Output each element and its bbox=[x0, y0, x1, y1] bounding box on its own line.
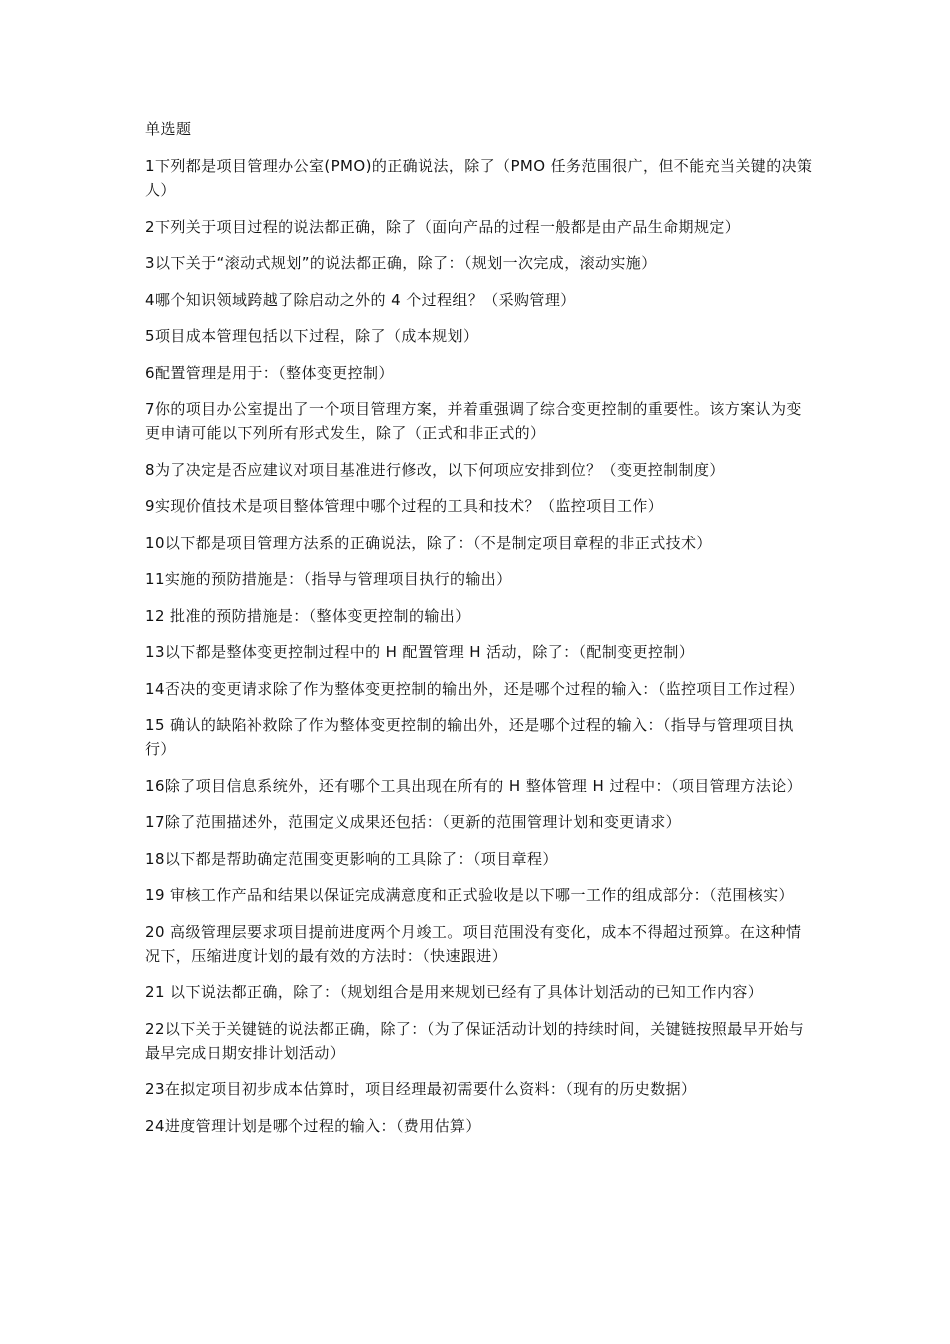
question-14: 14否决的变更请求除了作为整体变更控制的输出外，还是哪个过程的输入：（监控项目工作过程） bbox=[145, 679, 805, 698]
question-13: 13以下都是整体变更控制过程中的 H 配置管理 H 活动，除了：（配制变更控制） bbox=[145, 643, 695, 661]
question-24: 24进度管理计划是哪个过程的输入：（费用估算） bbox=[145, 1116, 481, 1135]
question-16: 16除了项目信息系统外，还有哪个工具出现在所有的 H 整体管理 H 过程中：（项目管理方法论） bbox=[145, 776, 803, 795]
question-11: 11实施的预防措施是：（指导与管理项目执行的输出） bbox=[145, 570, 512, 588]
question-1: 1下列都是项目管理办公室(PMO)的正确说法，除了（PMO 任务范围很广，但不能充当关键的决策人） bbox=[145, 157, 813, 199]
question-10: 10以下都是项目管理方法系的正确说法，除了：（不是制定项目章程的非正式技术） bbox=[145, 533, 712, 552]
question-7: 7你的项目办公室提出了一个项目管理方案，并着重强调了综合变更控制的重要性。该方案认为变更申请可能以下列所有形式发生，除了（正式和非正式的） bbox=[145, 400, 802, 442]
question-6: 6配置管理是用于：（整体变更控制） bbox=[145, 363, 394, 382]
question-8: 8为了决定是否应建议对项目基准进行修改，以下何项应安排到位？（变更控制制度） bbox=[145, 460, 725, 479]
question-4: 4哪个知识领域跨越了除启动之外的 4 个过程组？（采购管理） bbox=[145, 290, 576, 309]
question-19: 19 审核工作产品和结果以保证完成满意度和正式验收是以下哪一工作的组成部分：（范围核实） bbox=[145, 886, 794, 904]
document-body bbox=[145, 117, 815, 1150]
section-heading: 单选题 bbox=[145, 120, 192, 138]
question-15: 15 确认的缺陷补救除了作为整体变更控制的输出外，还是哪个过程的输入：（指导与管理项目执行） bbox=[145, 716, 794, 758]
question-2: 2下列关于项目过程的说法都正确，除了（面向产品的过程一般都是由产品生命期规定） bbox=[145, 217, 741, 236]
question-17: 17除了范围描述外，范围定义成果还包括：（更新的范围管理计划和变更请求） bbox=[145, 813, 681, 831]
question-3: 3以下关于“滚动式规划”的说法都正确，除了：（规划一次完成，滚动实施） bbox=[145, 254, 657, 272]
question-22: 22以下关于关键链的说法都正确，除了：（为了保证活动计划的持续时间，关键链按照最早开始与最早完成日期安排计划活动） bbox=[145, 1019, 805, 1062]
question-23: 23在拟定项目初步成本估算时，项目经理最初需要什么资料：（现有的历史数据） bbox=[145, 1080, 697, 1098]
question-12: 12 批准的预防措施是：（整体变更控制的输出） bbox=[145, 606, 471, 625]
question-20: 20 高级管理层要求项目提前进度两个月竣工。项目范围没有变化，成本不得超过预算。在这种情况下，压缩进度计划的最有效的方法时：（快速跟进） bbox=[145, 922, 802, 965]
question-9: 9实现价值技术是项目整体管理中哪个过程的工具和技术？（监控项目工作） bbox=[145, 497, 664, 515]
question-5: 5项目成本管理包括以下过程，除了（成本规划） bbox=[145, 327, 479, 345]
question-18: 18以下都是帮助确定范围变更影响的工具除了：（项目章程） bbox=[145, 849, 558, 868]
question-21: 21 以下说法都正确，除了：（规划组合是用来规划已经有了具体计划活动的已知工作内容） bbox=[145, 983, 764, 1001]
